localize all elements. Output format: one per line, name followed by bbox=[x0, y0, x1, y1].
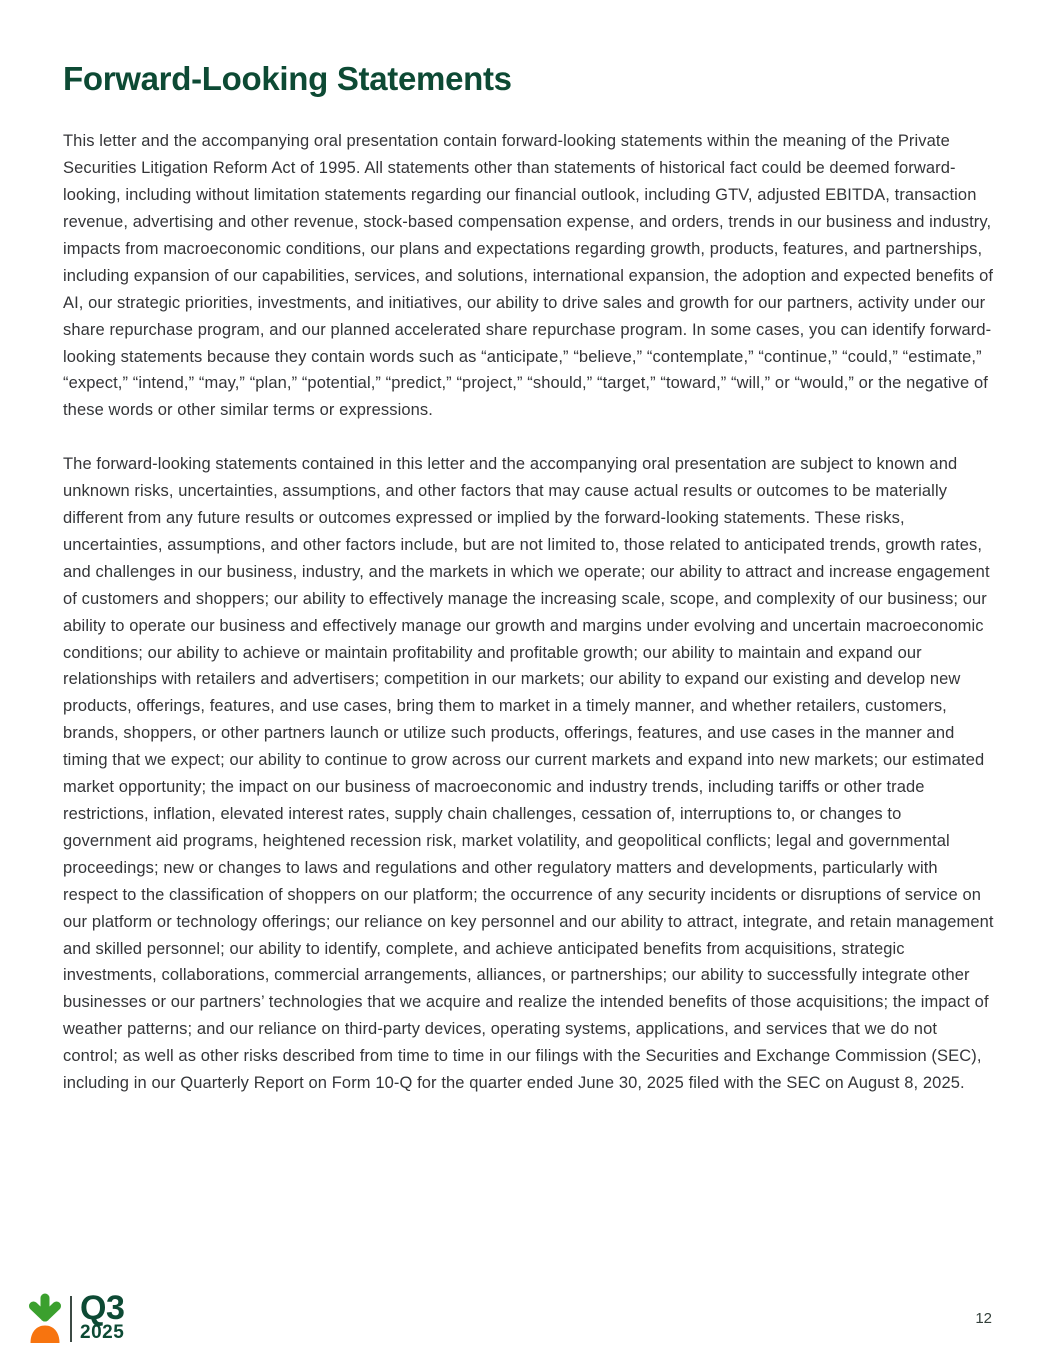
page-title: Forward-Looking Statements bbox=[63, 60, 512, 97]
page-number: 12 bbox=[975, 1310, 992, 1327]
quarter-label: Q3 bbox=[80, 1288, 125, 1327]
forward-looking-paragraph-2: The forward-looking statements contained in this letter and the accompanying oral presentation are subject to known and unknown risks, uncertainties, assumptions, and other factors that may cause actual results or outcomes to be materially different from any future results or outcomes expressed or implied by the forward-looking statements. These risks, uncertainties, assumptions, and other factors include, but are not limited to, those related to anticipated trends, growth rates, and challenges in our business, industry, and the markets in which we operate; our ability to attract and increase engagement of customers and shoppers; our ability to effectively manage the increasing scale, scope, and complexity of our business; our ability to operate our business and effectively manage our growth and margins under evolving and uncertain macroeconomic conditions; our ability to achieve or maintain profitability and profitable growth; our ability to maintain and expand our relationships with retailers and advertisers; competition in our markets; our ability to expand our existing and develop new products, offerings, features, and use cases, bring them to market in a timely manner, and whether retailers, customers, brands, shoppers, or other partners launch or utilize such products, offerings, features, and use cases in the manner and timing that we expect; our ability to continue to grow across our current markets and expand into new markets; our estimated market opportunity; the impact on our business of macroeconomic and industry trends, including tariffs or other trade restrictions, inflation, elevated interest rates, supply chain challenges, cessation of, interruptions to, or changes to government aid programs, heightened recession risk, market volatility, and geopolitical conflicts; legal and governmental proceedings; new or changes to laws and regulations and other regulatory matters and developments, particularly with respect to the classification of shoppers on our platform; the occurrence of any security incidents or disruptions of service on our platform or technology offerings; our reliance on key personnel and our ability to attract, integrate, and retain management and skilled personnel; our ability to identify, complete, and achieve anticipated benefits from acquisitions, strategic investments, collaborations, commercial arrangements, alliances, or partnerships; our ability to successfully integrate other businesses or our partners’ technologies that we acquire and realize the intended benefits of those acquisitions; the impact of weather patterns; and our reliance on third-party devices, operating systems, applications, and services that we do not control; as well as other risks described from time to time in our filings with the Securities and Exchange Commission (SEC), including in our Quarterly Report on Form 10-Q for the quarter ended June 30, 2025 filed with the SEC on August 8, 2025. bbox=[63, 455, 994, 1093]
logo-divider bbox=[70, 1296, 72, 1342]
quarter-block bbox=[80, 1288, 125, 1344]
year-label: 2025 bbox=[80, 1322, 125, 1344]
carrot-icon bbox=[28, 1293, 62, 1343]
brand-logo bbox=[28, 1285, 124, 1343]
forward-looking-paragraph-1: This letter and the accompanying oral presentation contain forward-looking statements within the meaning of the Private Securities Litigation Reform Act of 1995. All statements other than statements of historical fact could be deemed forward-looking, including without limitation statements regarding our financial outlook, including GTV, adjusted EBITDA, transaction revenue, advertising and other revenue, stock-based compensation expense, and orders, trends in our business and industry, impacts from macroeconomic conditions, our plans and expectations regarding growth, products, features, and partnerships, including expansion of our capabilities, services, and solutions, international expansion, the adoption and expected benefits of AI, our strategic priorities, investments, and initiatives, our ability to drive sales and growth for our partners, activity under our share repurchase program, and our planned accelerated share repurchase program. In some cases, you can identify forward-looking statements because they contain words such as “anticipate,” “believe,” “contemplate,” “continue,” “could,” “estimate,” “expect,” “intend,” “may,” “plan,” “potential,” “predict,” “project,” “should,” “target,” “toward,” “will,” or “would,” or the negative of these words or other similar terms or expressions. bbox=[63, 132, 994, 420]
main-content bbox=[63, 58, 994, 1097]
